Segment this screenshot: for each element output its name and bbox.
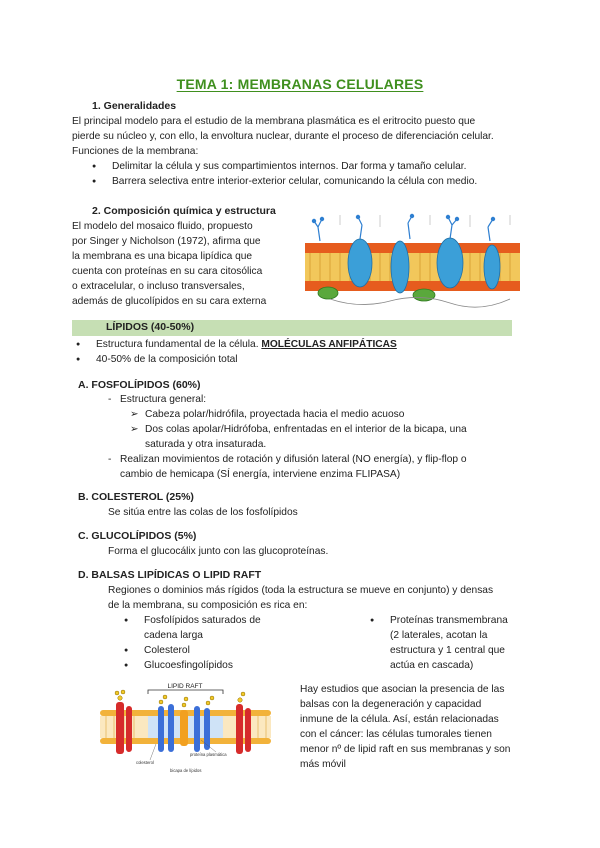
a-arrow-item: Dos colas apolar/Hidrófoba, enfrentadas en el interior de la bicapa, una xyxy=(145,424,467,435)
d-side-text-line: con el cáncer: las células tumorales tienen xyxy=(300,729,492,740)
subsection-b-heading: B. COLESTEROL (25%) xyxy=(78,491,194,503)
s2-paragraph-line: además de glucolípidos en su cara externa xyxy=(72,296,267,307)
lipidos-bullet xyxy=(96,337,397,352)
a-dash-item: cambio de hemicapa (SÍ energía, interviene enzima FLIPASA) xyxy=(120,469,401,480)
lipidos-header-text: LÍPIDOS (40-50%) xyxy=(106,321,195,333)
s2-paragraph-line: o extracelular, o incluso transversales, xyxy=(72,281,245,292)
d-left-bullet: ● Colesterol xyxy=(144,643,190,658)
s2-paragraph-line: por Singer y Nicholson (1972), afirma que xyxy=(72,236,261,247)
s1-paragraph-line: El principal modelo para el estudio de la membrana plasmática es el eritrocito puesto que xyxy=(72,116,476,127)
d-paragraph-line: de la membrana, su composición es rica en: xyxy=(108,600,308,611)
d-left-bullet-cont: cadena larga xyxy=(144,630,203,641)
d-left-bullet: ● Fosfolípidos saturados de xyxy=(144,613,261,628)
d-right-bullet-cont: estructura y 1 central que xyxy=(390,645,505,656)
lipid-raft-illustration xyxy=(98,680,273,775)
a-arrow-item: saturada y otra insaturada. xyxy=(145,439,267,450)
fluid-mosaic-membrane-illustration xyxy=(300,213,530,313)
s2-paragraph-line: la membrana es una bicapa lipídica que xyxy=(72,251,253,262)
raft-small-label: proteína plasmática xyxy=(190,752,227,757)
b-text: Se sitúa entre las colas de los fosfolípidos xyxy=(108,507,298,518)
d-right-bullet-cont: (2 laterales, acotan la xyxy=(390,630,488,641)
lipidos-bullet-text: Estructura fundamental de la célula. xyxy=(96,339,262,350)
lipidos-header-bar xyxy=(72,320,512,336)
d-side-text-line: más móvil xyxy=(300,759,346,770)
d-side-text-line: balsas con la degeneración y capacidad xyxy=(300,699,482,710)
subsection-c-heading: C. GLUCOLÍPIDOS (5%) xyxy=(78,530,197,542)
arrow-marker: ➢ xyxy=(130,424,139,435)
s1-paragraph-line: pierde su núcleo y, con ello, la envoltura nuclear, durante el proceso de diferenciación celular. xyxy=(72,131,494,142)
a-dash-item: Realizan movimientos de rotación y difusión lateral (NO energía), y flip-flop o xyxy=(120,454,467,465)
arrow-marker: ➢ xyxy=(130,409,139,420)
dash-marker: - xyxy=(108,454,112,465)
anfipaticas-emphasis: MOLÉCULAS ANFIPÁTICAS xyxy=(261,339,397,350)
raft-label: LIPID RAFT xyxy=(167,683,203,690)
s1-bullet: ● Barrera selectiva entre interior-exterior celular, comunicando la célula con medio. xyxy=(112,174,477,189)
d-paragraph-line: Regiones o dominios más rígidos (toda la estructura se mueve en conjunto) y densas xyxy=(108,585,494,596)
subsection-a-heading: A. FOSFOLÍPIDOS (60%) xyxy=(78,379,201,391)
s1-bullet: ● Delimitar la célula y sus compartimientos internos. Dar forma y tamaño celular. xyxy=(112,159,466,174)
d-side-text-line: Hay estudios que asocian la presencia de las xyxy=(300,684,505,695)
raft-small-label: colesterol xyxy=(136,760,154,765)
d-right-bullet-cont: actúa en cascada) xyxy=(390,660,474,671)
section-2-heading: 2. Composición química y estructura xyxy=(92,205,276,217)
d-right-bullet: ● Proteínas transmembrana xyxy=(390,613,508,628)
s2-paragraph-line: El modelo del mosaico fluido, propuesto xyxy=(72,221,253,232)
dash-marker: - xyxy=(108,394,112,405)
d-side-text-line: menor nº de lipid raft en sus membranas y son xyxy=(300,744,511,755)
a-arrow-item: Cabeza polar/hidrófila, proyectada hacia el medio acuoso xyxy=(145,409,405,420)
c-text: Forma el glucocálix junto con las glucoproteínas. xyxy=(108,546,329,557)
s1-paragraph-line: Funciones de la membrana: xyxy=(72,146,199,157)
subsection-d-heading: D. BALSAS LIPÍDICAS O LIPID RAFT xyxy=(78,569,262,581)
d-left-bullet: ● Glucoesfingolípidos xyxy=(144,658,233,673)
s2-paragraph-line: cuenta con proteínas en su cara citosólica xyxy=(72,266,263,277)
a-dash-item: Estructura general: xyxy=(120,394,207,405)
raft-small-label: bicapa de lípidos xyxy=(170,768,202,773)
section-1-heading: 1. Generalidades xyxy=(92,100,177,112)
d-side-text-line: inmune de la célula. Así, están relacionadas xyxy=(300,714,499,725)
lipidos-bullet: ● 40-50% de la composición total xyxy=(96,352,238,367)
page-title: TEMA 1: MEMBRANAS CELULARES xyxy=(176,76,424,92)
